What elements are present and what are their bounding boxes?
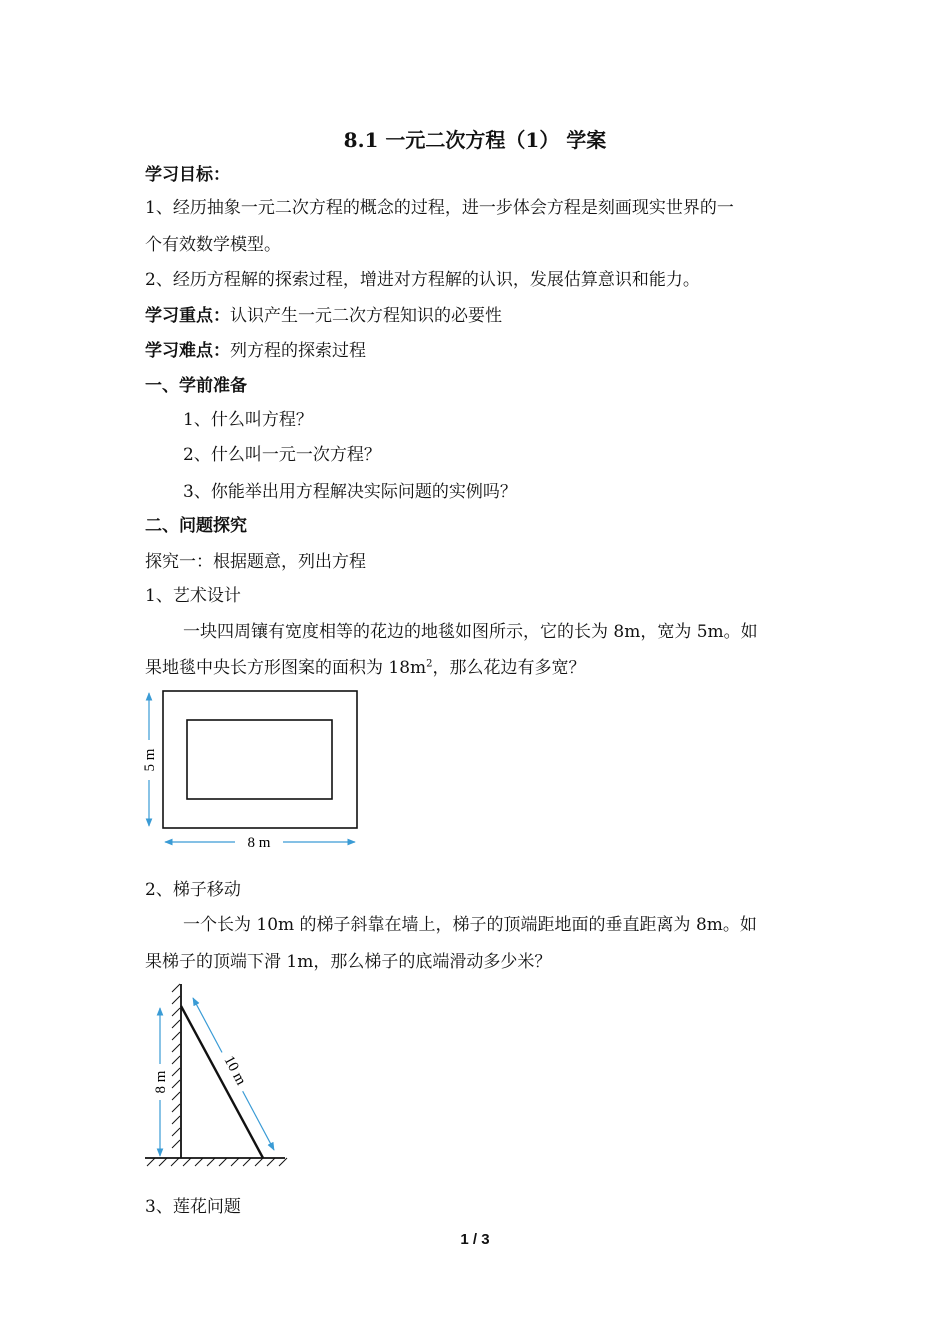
ladder-length-label: 10 m <box>220 1053 249 1088</box>
problem-1-title: 1、艺术设计 <box>145 586 241 606</box>
explore-heading: 二、问题探究 <box>145 516 247 536</box>
problem-2-title: 2、梯子移动 <box>145 880 241 900</box>
objective-1-line-1: 1、经历抽象一元二次方程的概念的过程，进一步体会方程是刻画现实世界的一 <box>145 198 734 218</box>
ground-hatch <box>147 1158 287 1166</box>
objectives-heading: 学习目标： <box>145 165 230 185</box>
problem-3-title: 3、莲花问题 <box>145 1197 241 1217</box>
prep-question-2: 2、什么叫一元一次方程？ <box>183 445 381 465</box>
prep-question-3: 3、你能举出用方程解决实际问题的实例吗？ <box>183 482 517 502</box>
page-number: 1 / 3 <box>460 1231 490 1248</box>
objective-1-line-2: 个有效数学模型。 <box>145 235 281 255</box>
height-label: 8 m <box>153 1070 169 1094</box>
carpet-height-label: 5 m <box>142 748 158 772</box>
explore-subheading: 探究一：根据题意，列出方程 <box>145 552 366 572</box>
difficulty-label: 学习难点： <box>145 341 230 361</box>
carpet-width-label: 8 m <box>247 835 271 851</box>
problem-1-line-1: 一块四周镶有宽度相等的花边的地毯如图所示，它的长为 8m，宽为 5m。如 <box>183 622 758 642</box>
problem-1-line-2-end: ，那么花边有多宽？ <box>432 658 586 678</box>
squared-exponent: 2 <box>426 658 433 670</box>
ladder-figure <box>135 980 295 1172</box>
problem-2-line-2: 果梯子的顶端下滑 1m，那么梯子的底端滑动多少米？ <box>145 952 552 972</box>
carpet-figure <box>135 684 370 856</box>
difficulty <box>145 340 366 362</box>
key-point <box>145 305 502 327</box>
objective-2: 2、经历方程解的探索过程，增进对方程解的认识，发展估算意识和能力。 <box>145 270 700 290</box>
wall-hatch <box>172 984 180 1148</box>
problem-1-line-2-text: 果地毯中央长方形图案的面积为 18m <box>145 658 427 678</box>
page-title: 8.1 一元二次方程（1） 学案 <box>343 128 607 152</box>
carpet-outer-rect <box>163 691 357 828</box>
carpet-inner-rect <box>187 720 332 799</box>
difficulty-text: 列方程的探索过程 <box>230 341 366 361</box>
key-point-label: 学习重点： <box>145 306 230 326</box>
prep-heading: 一、学前准备 <box>145 376 247 396</box>
prep-question-1: 1、什么叫方程？ <box>183 410 313 430</box>
key-point-text: 认识产生一元二次方程知识的必要性 <box>230 306 502 326</box>
problem-2-line-1: 一个长为 10m 的梯子斜靠在墙上，梯子的顶端距地面的垂直距离为 8m。如 <box>183 915 757 935</box>
problem-1-line-2 <box>145 657 586 679</box>
